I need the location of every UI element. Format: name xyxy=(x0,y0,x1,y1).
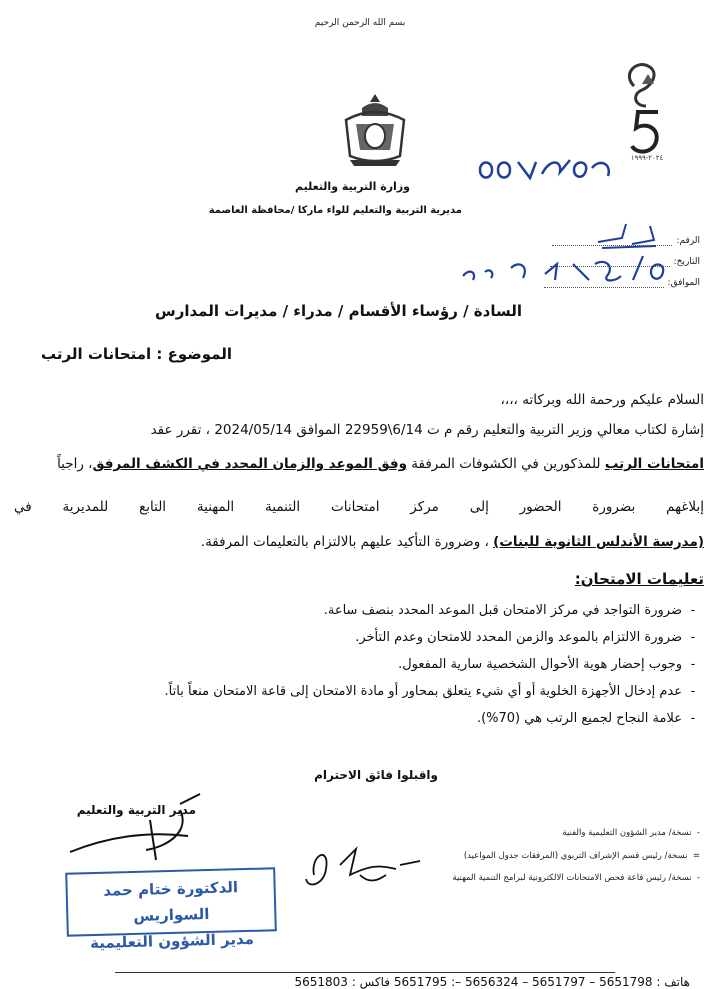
closing-line: واقبلوا فائق الاحترام xyxy=(314,768,438,782)
list-item: -علامة النجاح لجميع الرتب هي (70%). xyxy=(476,711,696,726)
basmala: بسم الله الرحمن الرحيم xyxy=(314,18,406,28)
footer-divider xyxy=(115,972,615,973)
stamp-title: مدير الشؤون التعليمية xyxy=(89,929,255,953)
date-line: التاريخ: xyxy=(550,257,700,267)
copy-recipient: - نسخة/ رئيس قاعة فحص الامتحانات الالكترونية لبرامج التنمية المهنية xyxy=(452,873,700,883)
paragraph-line-2 xyxy=(14,454,704,474)
paragraph-line-3: إبلاغهم بضرورة الحضور إلى مركز امتحانات التنمية المهنية التابع للمديرية في xyxy=(14,499,704,515)
secondary-signature xyxy=(300,835,430,895)
instructions-list xyxy=(14,600,704,735)
exam-name-highlight: امتحانات الرتب xyxy=(604,456,704,472)
ministry-name: وزارة التربية والتعليم xyxy=(295,180,410,193)
stamp-name: الدكتورة ختام حمد السواريس xyxy=(103,878,239,925)
greeting: السلام عليكم ورحمة الله وبركاته ،،،، xyxy=(500,392,704,408)
logo-caption: ٢٠٢٤-١٩٩٩ xyxy=(630,154,664,162)
director-signature xyxy=(60,790,210,870)
corresponding-label: الموافق xyxy=(670,278,700,288)
subject-line: الموضوع : امتحانات الرتب xyxy=(41,345,232,363)
handwritten-date xyxy=(455,250,670,290)
director-title: مدير التربية والتعليم xyxy=(76,803,196,817)
instructions-heading: تعليمات الامتحان: xyxy=(574,570,704,588)
jubilee-25-logo xyxy=(612,56,682,166)
copy-recipient: - نسخة/ مدير الشؤون التعليمية والفنية xyxy=(562,828,700,838)
list-item: -وجوب إحضار هوية الأحوال الشخصية سارية المفعول. xyxy=(398,657,696,672)
footer-contact: هاتف : 5651798 – 5651797 – 5656324 –: 5651795 فاكس : 5651803 xyxy=(294,975,690,989)
schedule-highlight: وفق الموعد والزمان المحدد في الكشف المرفق xyxy=(92,456,407,472)
ref-label: الرقم xyxy=(679,236,700,246)
ref-number-line: الرقم: xyxy=(552,236,700,246)
official-stamp xyxy=(65,867,277,953)
list-item: -عدم إدخال الأجهزة الخلوية أو أي شيء يتعلق بمحاور أو مادة الامتحان إلى قاعة الامتحان منعاً باتاً. xyxy=(164,684,696,699)
paragraph-line-2-mid: للمذكورين في الكشوفات المرفقة xyxy=(407,456,605,472)
paragraph-line-4-end: ، وضرورة التأكيد عليهم بالالتزام بالتعليمات المرفقة. xyxy=(200,534,494,550)
copy-recipient: = نسخة/ رئيس قسم الإشراف التربوي (المرفقات جدول المواعيد) xyxy=(463,851,700,861)
date-label: التاريخ xyxy=(676,257,700,267)
paragraph-line-1: إشارة لكتاب معالي وزير التربية والتعليم رقم م ت 6/14\22959 الموافق 2024/05/14 ، تقرر عقد xyxy=(150,422,704,438)
list-item: -ضرورة الالتزام بالموعد والزمن المحدد للامتحان وعدم التأخر. xyxy=(355,630,696,645)
list-item: -ضرورة التواجد في مركز الامتحان قبل الموعد المحدد بنصف ساعة. xyxy=(323,603,696,618)
handwritten-registration-number xyxy=(470,150,620,190)
school-name-highlight: (مدرسة الأندلس الثانوية للبنات) xyxy=(493,534,704,550)
corresponding-date-line: الموافق: xyxy=(544,278,700,288)
directorate-name: مديرية التربية والتعليم للواء ماركا /محافظة العاصمة xyxy=(208,205,462,216)
addressee: السادة / رؤساء الأقسام / مدراء / مديرات المدارس xyxy=(155,302,522,320)
handwritten-ref xyxy=(592,218,662,254)
paragraph-line-2-end: ، راجياً xyxy=(57,456,93,472)
paragraph-line-4 xyxy=(14,532,704,552)
jordan-emblem xyxy=(340,90,410,170)
